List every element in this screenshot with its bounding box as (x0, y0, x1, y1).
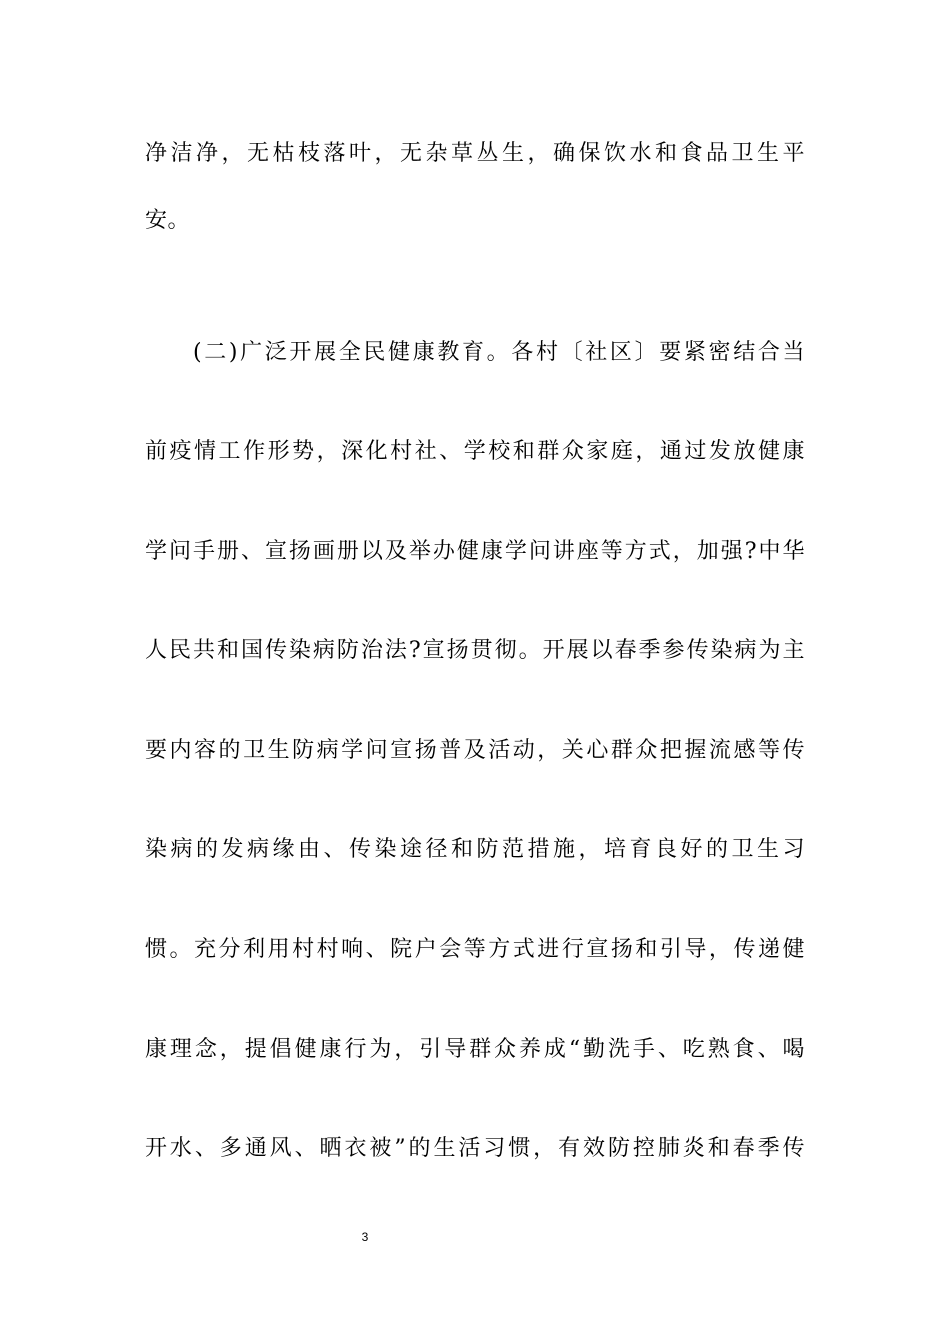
text-line: 康理念，提倡健康行为，引导群众养成“勤洗手、吃熟食、喝 (145, 1037, 805, 1062)
paragraph-heading-line: (二)广泛开展全民健康教育。各村〔社区〕要紧密结合当 (193, 340, 805, 365)
text-line: 要内容的卫生防病学问宣扬普及活动，关心群众把握流感等传 (145, 738, 805, 763)
text-line: 前疫情工作形势，深化村社、学校和群众家庭，通过发放健康 (145, 439, 805, 464)
text-line: 人民共和国传染病防治法?宣扬贯彻。开展以春季参传染病为主 (145, 638, 805, 663)
text-line: 安。 (145, 208, 191, 233)
text-line: 开水、多通风、晒衣被”的生活习惯，有效防控肺炎和春季传 (145, 1136, 805, 1161)
text-line: 惯。充分利用村村响、院户会等方式进行宣扬和引导，传递健 (145, 937, 805, 962)
text-line: 染病的发病缘由、传染途径和防范措施，培育良好的卫生习 (145, 837, 805, 862)
text-line: 学问手册、宣扬画册以及举办健康学问讲座等方式，加强?中华 (145, 539, 805, 564)
page-number: 3 (361, 1230, 369, 1244)
text-line: 净洁净，无枯枝落叶，无杂草丛生，确保饮水和食品卫生平 (145, 141, 805, 166)
